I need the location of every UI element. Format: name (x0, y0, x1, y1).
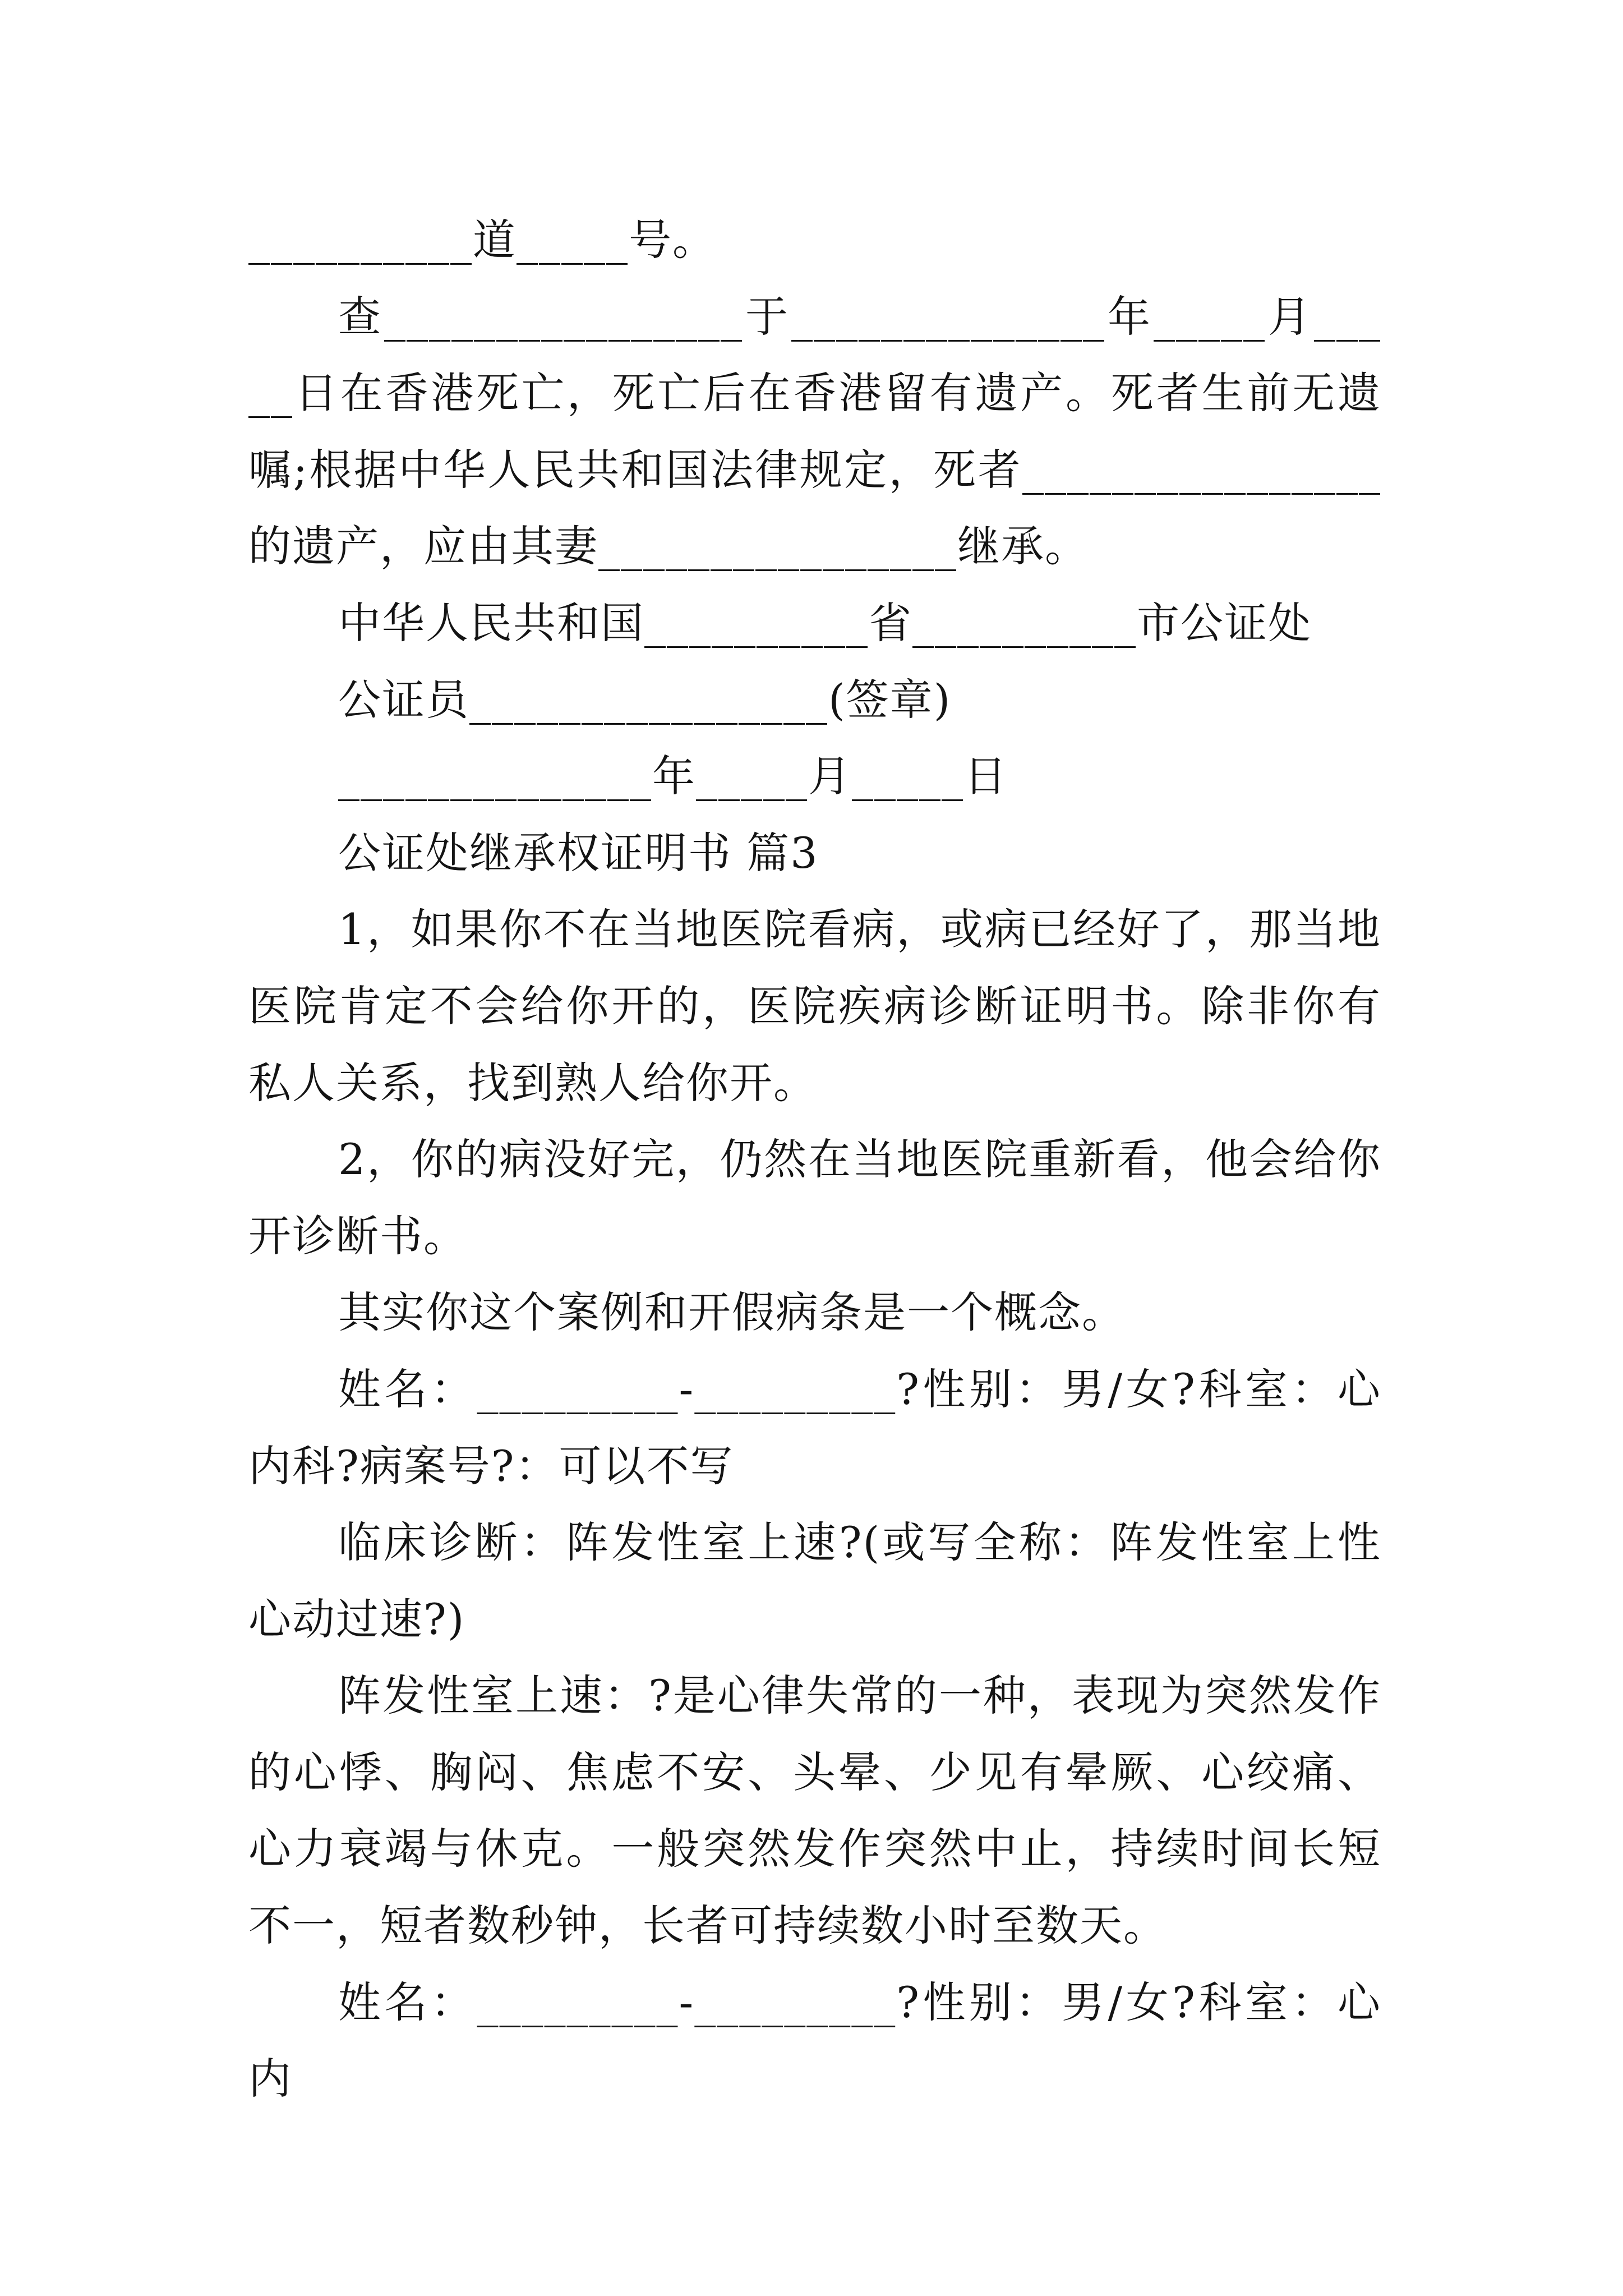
address-line: __________道_____号。 (248, 215, 716, 265)
note-paragraph: 其实你这个案例和开假病条是一个概念。 (338, 1287, 1126, 1338)
notary-signature-line: 公证员________________(签章) (338, 674, 952, 725)
clinical-diagnosis-line: 临床诊断：阵发性室上速?(或写全称：阵发性室上性心动过速?) (248, 1517, 1381, 1644)
list-item-1: 1，如果你不在当地医院看病，或病已经好了，那当地医院肯定不会给你开的，医院疾病诊断证明书。除非你有私人关系，找到熟人给你开。 (248, 904, 1381, 1108)
patient-info-line-repeat: 姓名：_________-_________?性别：男/女?科室：心内 (248, 1977, 1381, 2104)
list-item-2: 2，你的病没好完，仍然在当地医院重新看，他会给你开诊断书。 (248, 1134, 1381, 1261)
section-heading: 公证处继承权证明书 篇3 (338, 827, 819, 878)
inheritance-paragraph: 查________________于______________年_____月_____日在香港死亡，死亡后在香港留有遗产。死者生前无遗嘱;根据中华人民共和国法律规定，死者________________的遗产，应由其妻________________继承。 (248, 291, 1381, 572)
document-body (248, 202, 1381, 2118)
date-line: ______________年_____月_____日 (338, 751, 1008, 802)
notary-office-line: 中华人民共和国__________省__________市公证处 (338, 597, 1312, 648)
patient-info-line: 姓名：_________-_________?性别：男/女?科室：心内科?病案号?：可以不写 (248, 1364, 1381, 1491)
diagnosis-description: 阵发性室上速：?是心律失常的一种，表现为突然发作的心悸、胸闷、焦虑不安、头晕、少见有晕厥、心绞痛、心力衰竭与休克。一般突然发作突然中止，持续时间长短不一，短者数秒钟，长者可持续数小时至数天。 (248, 1671, 1381, 1951)
